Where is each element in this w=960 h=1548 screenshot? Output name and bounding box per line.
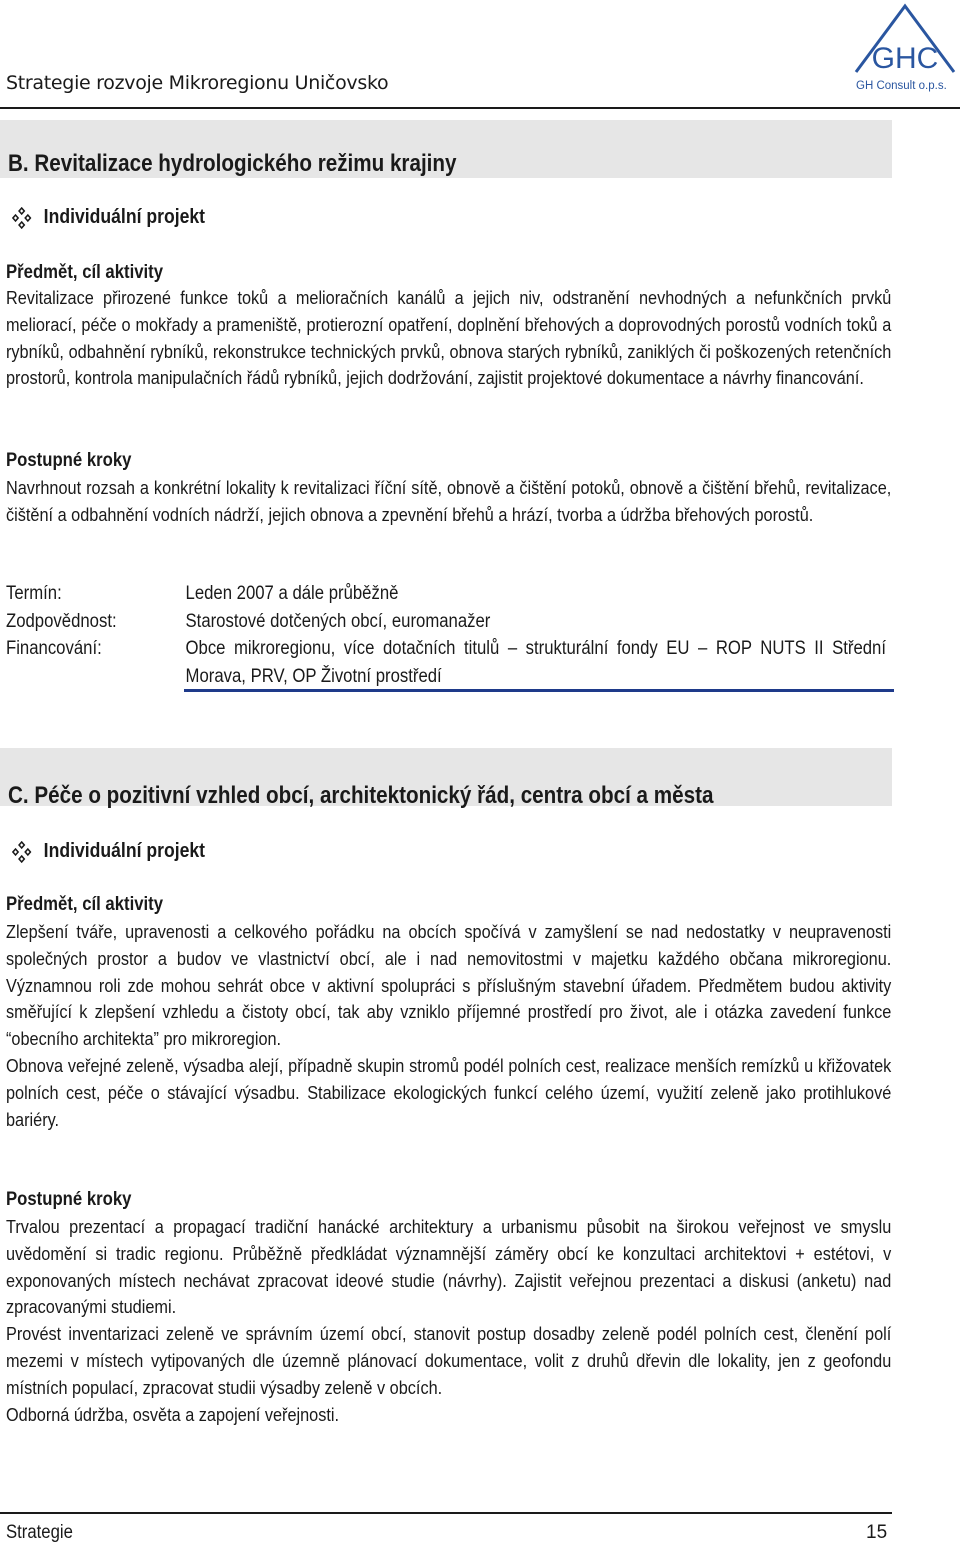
section-c-subject-paragraph: Obnova veřejné zeleně, výsadba alejí, případně skupin stromů podél polních cest, realizace menších remízků u křižovatek polních cest, péče o stávající výsadbu. Stabilizace ekologických funkcí celého území, využití zeleně jako protihlukové bariéry. <box>6 1054 892 1130</box>
diamond-bullet-icon <box>12 841 31 863</box>
section-c-bullet <box>12 840 205 863</box>
section-b-banner <box>0 120 892 178</box>
section-b-steps-text-wrap <box>6 475 891 529</box>
section-c-title: C. Péče o pozitivní vzhled obcí, architektonický řád, centra obcí a města <box>8 782 714 809</box>
section-c-subject-text-wrap <box>6 919 891 1133</box>
page-header <box>0 0 960 110</box>
section-b-meta <box>6 580 886 690</box>
diamond-bullet-icon <box>12 207 31 229</box>
logo-subtitle: GH Consult o.p.s. <box>856 80 947 92</box>
bullet-label: Individuální projekt <box>43 840 206 862</box>
meta-value: Starostové dotčených obcí, euromanažer <box>185 610 491 632</box>
section-b-bullet <box>12 206 205 229</box>
section-c-steps-text-wrap <box>6 1214 891 1428</box>
meta-value: Leden 2007 a dále průběžně <box>185 583 399 604</box>
section-b-subject-heading: Předmět, cíl aktivity <box>6 262 164 283</box>
meta-value: Obce mikroregionu, více dotačních titulů – strukturální fondy EU – ROP NUTS II Střední Morava, PRV, OP Životní prostředí <box>185 638 886 687</box>
section-c-subject-paragraph: Zlepšení tváře, upravenosti a celkového pořádku na obcích spočívá v zamyšlení se nad nedostatky v neupravenosti společných prostor a budov ve vlastnictví obcí, ale i nad nemovitostmi v majetku každého občana mikroregionu. Významnou roli zde mohou sehrát obce v aktivní spolupráci s příslušným stavební úřadem. Předmětem budou aktivity směřující k zlepšení vzhledu a čistoty obcí, tak aby vzniklo příjemné prostředí pro život, ale i otázka zavedení funkce “obecního architekta” pro mikroregion. <box>6 921 892 1050</box>
meta-label: Financování: <box>6 638 102 660</box>
section-b-steps-heading: Postupné kroky <box>6 450 132 471</box>
bullet-label: Individuální projekt <box>43 206 206 228</box>
page-number: 15 <box>866 1522 888 1543</box>
meta-row-financing <box>6 635 886 690</box>
section-c-steps-paragraph: Provést inventarizaci zeleně ve správním území obcí, stanovit postup dosadby zeleně podél polních cest, členění polí mezemi v místech vytipovaných dle územně plánovací dokumentace, volit z druhů dřevin dle lokality, jen z geofondu místních populací, zpracovat studii výsadby zeleně v obcích. <box>6 1323 892 1398</box>
document-title: Strategie rozvoje Mikroregionu Uničovsko <box>6 72 389 94</box>
section-c-subject-heading: Předmět, cíl aktivity <box>6 894 164 915</box>
meta-label: Zodpovědnost: <box>6 610 117 632</box>
section-b-subject-text-wrap <box>6 285 891 392</box>
meta-label: Termín: <box>6 583 62 604</box>
header-divider <box>0 107 960 109</box>
section-b-subject-text: Revitalizace přirozené funkce toků a melioračních kanálů a jejich niv, odstranění nevhodných a nefunkčních prvků meliorací, péče o mokřady a prameniště, protierozní opatření, doplnění břehových a doprovodných porostů vodních toků a rybníků, odbahnění rybníků, rekonstrukce technických prvků, obnova starých rybníků, zaniklých či poškozených retenčních prostorů, kontrola manipulačních řádů rybníků, jejich dodržování, zajistit projektové dokumentace a návrhy financování. <box>6 287 892 389</box>
section-c-steps-paragraph: Odborná údržba, osvěta a zapojení veřejnosti. <box>6 1403 340 1425</box>
meta-row-term <box>6 580 886 608</box>
footer-divider <box>0 1512 892 1514</box>
logo-text: GHC <box>871 42 939 75</box>
meta-row-responsibility <box>6 608 886 636</box>
section-c-steps-heading: Postupné kroky <box>6 1189 132 1210</box>
section-b-steps-text: Navrhnout rozsah a konkrétní lokality k revitalizaci říční sítě, obnově a čištění potoků, obnově a čištění břehů, revitalizace, čištění a odbahnění vodních nádrží, jejich obnova a zpevnění břehů a hrází, tvorba a údržba břehových porostů. <box>6 477 892 525</box>
meta-divider <box>184 689 894 692</box>
footer-label: Strategie <box>6 1522 73 1543</box>
section-b-title: B. Revitalizace hydrologického režimu krajiny <box>8 150 457 177</box>
section-c-banner <box>0 748 892 809</box>
section-c-steps-paragraph: Trvalou prezentací a propagací tradiční hanácké architektury a urbanismu působit na širokou veřejnost ve smyslu uvědomění si tradic regionu. Průběžně předkládat významnější záměry obcí ke konzultaci architektovi + estétovi, v exponovaných místech nechávat zpracovat ideové studie (návrhy). Zajistit veřejnou prezentaci a diskusi (anketu) nad zpracovanými studiemi. <box>6 1216 892 1318</box>
